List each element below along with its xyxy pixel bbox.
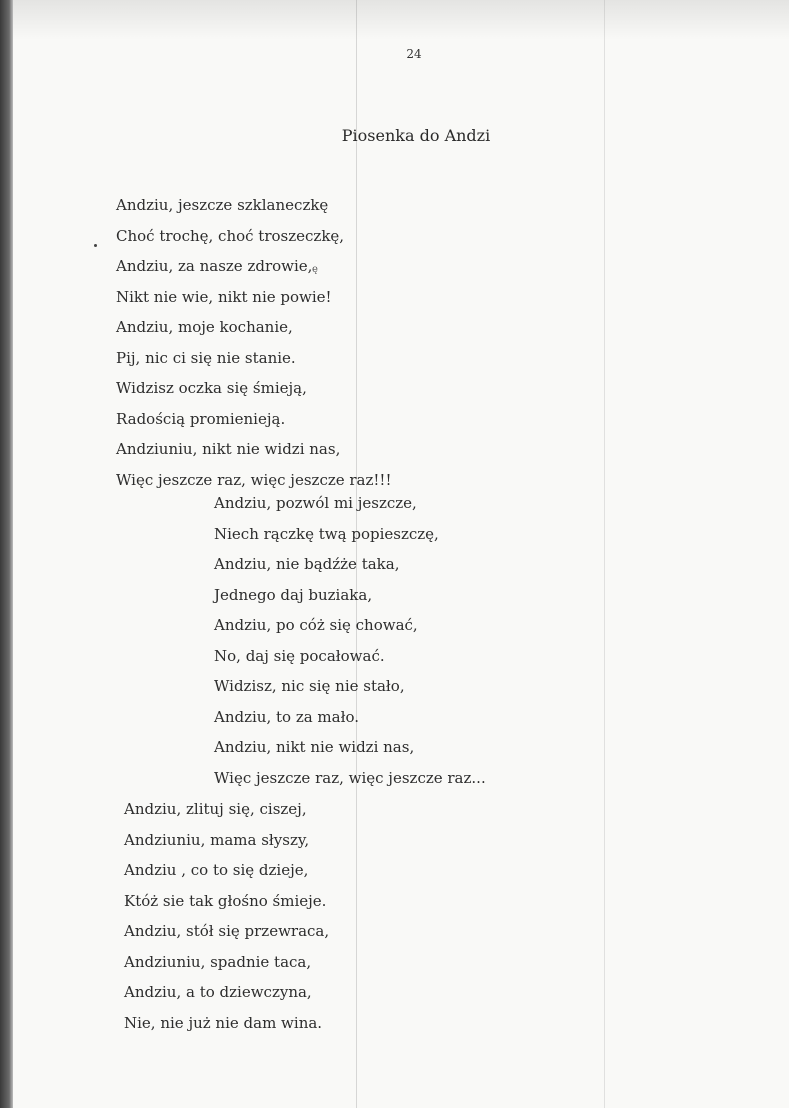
stanza-1 bbox=[116, 190, 392, 495]
poem-line: Andziu, jeszcze szklaneczkę bbox=[116, 196, 329, 214]
poem-line: Andziu, zlituj się, ciszej, bbox=[124, 800, 307, 818]
page-number: 24 bbox=[406, 47, 422, 61]
poem-line: Choć trochę, choć troszeczkę, bbox=[116, 226, 345, 245]
poem-line: No, daj się pocałować. bbox=[214, 646, 385, 665]
ink-dot bbox=[94, 244, 97, 247]
poem-line: Któż sie tak głośno śmieje. bbox=[124, 891, 327, 910]
poem-line: Andziu, to za mało. bbox=[214, 707, 359, 726]
poem-line: Andziu, nikt nie widzi nas, bbox=[214, 738, 415, 756]
poem-line: Andziuniu, spadnie taca, bbox=[124, 952, 312, 971]
poem-line: Andziu, a to dziewczyna, bbox=[124, 983, 312, 1001]
poem-line: Niech rączkę twą popieszczę, bbox=[214, 524, 439, 543]
poem-line: Andziu, moje kochanie, bbox=[116, 318, 293, 336]
poem-line: Więc jeszcze raz, więc jeszcze raz... bbox=[214, 768, 486, 787]
scan-binding-edge bbox=[0, 0, 13, 1108]
poem-line: Pij, nic ci się nie stanie. bbox=[116, 348, 296, 367]
poem-line: Andziu , co to się dzieje, bbox=[124, 861, 309, 879]
stanza-2 bbox=[214, 488, 486, 793]
poem-line: Widzisz oczka się śmieją, bbox=[116, 379, 307, 397]
stanza-3 bbox=[124, 794, 329, 1038]
poem-line: Andziu, pozwól mi jeszcze, bbox=[214, 494, 417, 512]
handwritten-correction-mark: ę bbox=[312, 264, 318, 275]
poem-line: Andziu, po cóż się chować, bbox=[214, 616, 418, 634]
scan-top-shadow bbox=[13, 0, 789, 40]
poem-line: Radością promienieją. bbox=[116, 409, 286, 428]
poem-line: Nikt nie wie, nikt nie powie! bbox=[116, 287, 332, 306]
poem-line: Andziu, za nasze zdrowie, bbox=[116, 257, 313, 275]
poem-line: Andziuniu, mama słyszy, bbox=[124, 830, 310, 849]
poem-line: Nie, nie już nie dam wina. bbox=[124, 1013, 323, 1032]
poem-line: Andziu, nie bądźże taka, bbox=[214, 555, 400, 573]
poem-line: Andziuniu, nikt nie widzi nas, bbox=[116, 440, 341, 458]
poem-title: Piosenka do Andzi bbox=[341, 126, 491, 145]
poem-line: Więc jeszcze raz, więc jeszcze raz!!! bbox=[116, 470, 392, 489]
poem-line: Andziu, stół się przewraca, bbox=[124, 922, 330, 940]
poem-line: Jednego daj buziaka, bbox=[214, 585, 373, 604]
page-fold-line-right bbox=[604, 0, 605, 1108]
poem-line: Widzisz, nic się nie stało, bbox=[214, 677, 405, 695]
